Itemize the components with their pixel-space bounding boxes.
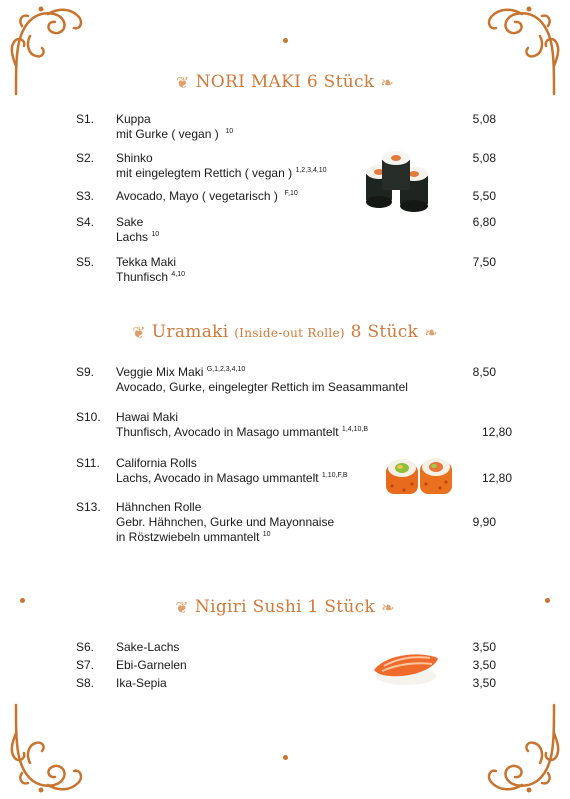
item-code: S7. xyxy=(76,658,95,672)
corner-ornament xyxy=(8,703,98,793)
item-desc: mit eingelegtem Rettich ( vegan ) xyxy=(116,166,293,180)
item-price: 3,50 xyxy=(472,640,496,654)
item-name: Tekka Maki xyxy=(116,255,177,269)
flourish-icon: ❦ xyxy=(175,598,189,617)
item-name: Kuppa xyxy=(116,112,151,126)
item-name: Hähnchen Rolle xyxy=(116,500,202,514)
item-name: California Rolls xyxy=(116,456,197,470)
flourish-icon: ❧ xyxy=(380,73,395,92)
uramaki-rolls-image xyxy=(384,454,456,500)
item-name: Hawai Maki xyxy=(116,410,179,424)
item-name: Ika-Sepia xyxy=(116,676,167,690)
menu-item xyxy=(76,500,496,545)
item-price: 5,08 xyxy=(472,151,496,165)
item-name: Ebi-Garnelen xyxy=(116,658,187,672)
item-code: S11. xyxy=(76,456,100,470)
item-price: 3,50 xyxy=(472,658,496,672)
ornament-dot xyxy=(283,38,288,43)
allergen-codes: 10 xyxy=(262,531,271,538)
item-desc: Gebr. Hähnchen, Gurke und Mayonnaise xyxy=(116,515,335,529)
item-code: S13. xyxy=(76,500,101,514)
ornament-dot xyxy=(283,755,288,760)
item-desc: Avocado, Gurke, eingelegter Rettich im Seasammantel xyxy=(116,380,408,394)
flourish-icon: ❦ xyxy=(132,323,146,342)
item-desc: in Röstzwiebeln ummantelt xyxy=(116,530,260,544)
section-title: Uramaki xyxy=(151,322,229,342)
section-heading-nori-maki xyxy=(0,72,570,92)
section-heading-nigiri xyxy=(0,597,570,617)
item-desc: Thunfisch xyxy=(116,270,169,284)
item-price: 3,50 xyxy=(472,676,496,690)
item-price: 5,08 xyxy=(472,112,496,126)
flourish-icon: ❦ xyxy=(175,73,190,92)
section-heading-uramaki xyxy=(0,322,570,342)
item-price: 9,90 xyxy=(472,515,496,529)
menu-item xyxy=(76,215,496,245)
item-price: 12,80 xyxy=(481,425,512,439)
item-desc: Lachs xyxy=(116,230,149,244)
salmon-nigiri-image xyxy=(370,648,442,688)
item-code: S9. xyxy=(76,365,95,379)
item-price: 7,50 xyxy=(472,255,496,269)
section-title-count: 8 Stück xyxy=(350,322,419,342)
item-code: S3. xyxy=(76,189,95,203)
item-code: S10. xyxy=(76,410,101,424)
section-title: NORI MAKI 6 Stück xyxy=(195,72,375,92)
item-code: S1. xyxy=(76,112,95,126)
allergen-codes: F,10 xyxy=(284,190,298,197)
corner-ornament xyxy=(472,703,562,793)
item-name: Veggie Mix Maki xyxy=(116,365,204,379)
allergen-codes: 1,4,10,B xyxy=(341,426,368,433)
menu-item xyxy=(76,365,496,395)
item-desc: Lachs, Avocado in Masago ummantelt xyxy=(116,471,319,485)
item-code: S4. xyxy=(76,215,95,229)
maki-rolls-image xyxy=(362,150,436,216)
item-name: Sake-Lachs xyxy=(116,640,180,654)
item-desc: Thunfisch, Avocado in Masago ummantelt xyxy=(116,425,339,439)
item-code: S8. xyxy=(76,676,95,690)
menu-item xyxy=(76,410,512,440)
item-desc: mit Gurke ( vegan ) xyxy=(116,127,219,141)
item-code: S5. xyxy=(76,255,95,269)
item-price: 6,80 xyxy=(472,215,496,229)
menu-item xyxy=(76,255,496,285)
item-price: 8,50 xyxy=(472,365,496,379)
item-name: Shinko xyxy=(116,151,153,165)
item-code: S6. xyxy=(76,640,95,654)
allergen-codes: G,1,2,3,4,10 xyxy=(206,366,246,373)
item-name: Sake xyxy=(116,215,144,229)
item-code: S2. xyxy=(76,151,95,165)
flourish-icon: ❧ xyxy=(381,598,395,617)
item-price: 12,80 xyxy=(481,471,512,485)
allergen-codes: 1,10,F,B xyxy=(321,472,348,479)
section-title: Nigiri Sushi 1 Stück xyxy=(194,597,376,617)
allergen-codes: 10 xyxy=(225,128,234,135)
flourish-icon: ❧ xyxy=(424,323,438,342)
item-price: 5,50 xyxy=(472,189,496,203)
item-name: Avocado, Mayo ( vegetarisch ) xyxy=(116,189,278,203)
menu-item xyxy=(76,112,496,142)
section-subtitle: (Inside-out Rolle) xyxy=(234,326,345,340)
allergen-codes: 10 xyxy=(151,231,160,238)
allergen-codes: 4,10 xyxy=(171,271,185,278)
allergen-codes: 1,2,3,4,10 xyxy=(295,167,327,174)
